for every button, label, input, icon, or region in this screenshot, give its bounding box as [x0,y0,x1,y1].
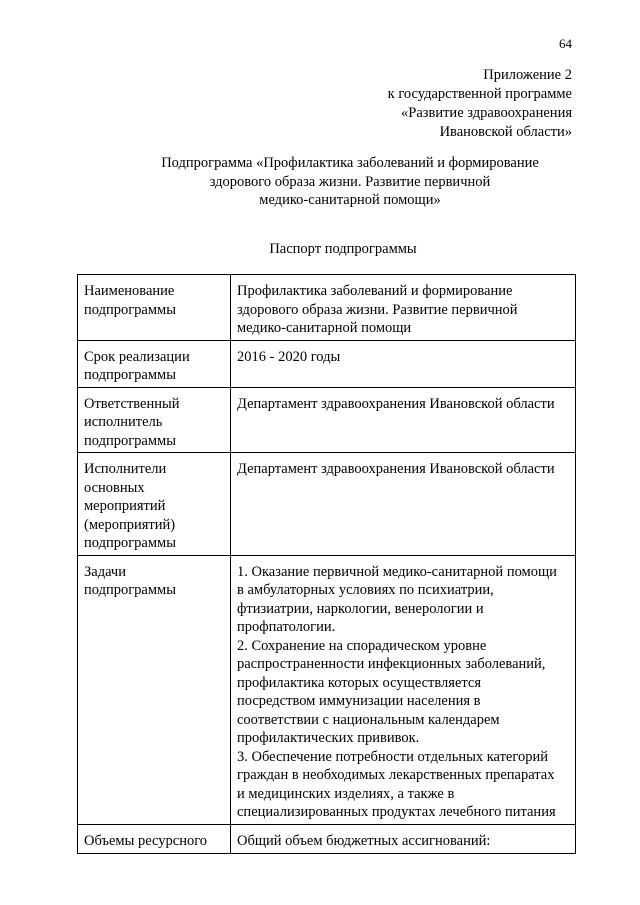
row-value-line: 1. Оказание первичной медико-санитарной помощи [237,563,557,580]
row-value-line: соответствии с национальным календарем [237,711,500,728]
row-label-line: подпрограммы [84,367,176,383]
row-label-line: подпрограммы [84,432,176,449]
row-value-cell [231,453,576,556]
row-label-line: мероприятий [84,498,166,514]
row-value-cell [231,275,576,341]
row-value-line: профилактика которых осуществляется [237,674,482,691]
table-row [78,340,576,387]
appendix-line: Ивановской области» [439,124,572,140]
row-label-line: подпрограммы [84,301,176,318]
row-value-line: Департамент здравоохранения Ивановской области [237,461,555,477]
row-value-line: граждан в необходимых лекарственных препаратах [237,767,555,783]
row-label-line: (мероприятий) [84,516,176,533]
appendix-line: Приложение 2 [483,67,572,83]
row-label-line: Наименование [84,283,175,299]
row-label-line: Объемы ресурсного [84,832,208,849]
row-value-cell [231,387,576,453]
row-value-line: и медицинских изделиях, а также в [237,785,455,802]
row-value-line: специализированных продуктах лечебного питания [237,804,556,820]
row-label-line: Срок реализации [84,348,190,365]
subprogram-title-line: здорового образа жизни. Развитие первичной [209,173,491,190]
row-value-line: посредством иммунизации населения в [237,693,481,709]
row-label-cell [78,453,231,556]
row-value-line: здорового образа жизни. Развитие первичной [237,301,518,318]
row-label-cell [78,387,231,453]
row-label-cell [78,275,231,341]
appendix-header [272,66,572,142]
table-row [78,824,576,853]
passport-title: Паспорт подпрограммы [269,241,417,257]
row-value-cell [231,824,576,853]
row-value-line: фтизиатрии, наркологии, венерологии и [237,600,484,617]
appendix-line: к государственной программе [387,86,572,102]
row-label-line: подпрограммы [84,535,176,551]
row-label-line: Задачи [84,563,126,580]
row-value-line: медико-санитарной помощи [237,320,412,336]
row-value-line: 2. Сохранение на спорадическом уровне [237,637,487,654]
row-label-cell [78,555,231,824]
table-row [78,453,576,556]
row-value-line: в амбулаторных условиях по психиатрии, [237,582,494,598]
row-label-cell [78,824,231,853]
row-value-line: 2016 - 2020 годы [237,348,341,365]
row-value-cell [231,340,576,387]
subprogram-title [100,154,600,210]
row-value-line: 3. Обеспечение потребности отдельных категорий [237,748,548,765]
row-value-line: распространенности инфекционных заболеваний, [237,656,546,672]
row-label-cell [78,340,231,387]
row-value-line: профилактических прививок. [237,730,420,746]
page-number: 64 [559,36,572,51]
row-value-line: Общий объем бюджетных ассигнований: [237,832,491,849]
appendix-line: «Развитие здравоохранения [401,105,572,121]
table-row [78,275,576,341]
row-label-line: Ответственный [84,395,180,412]
row-label-line: основных [84,479,145,496]
subprogram-title-line: Подпрограмма «Профилактика заболеваний и формирование [161,155,539,171]
row-value-line: Профилактика заболеваний и формирование [237,283,513,299]
row-value-line: Департамент здравоохранения Ивановской области [237,395,555,412]
row-value-cell [231,555,576,824]
row-label-line: исполнитель [84,414,163,430]
subprogram-title-line: медико-санитарной помощи» [259,192,441,208]
table-row [78,555,576,824]
passport-table [77,274,576,854]
table-row [78,387,576,453]
row-value-line: профпатологии. [237,619,336,635]
row-label-line: Исполнители [84,461,167,477]
row-label-line: подпрограммы [84,582,176,598]
